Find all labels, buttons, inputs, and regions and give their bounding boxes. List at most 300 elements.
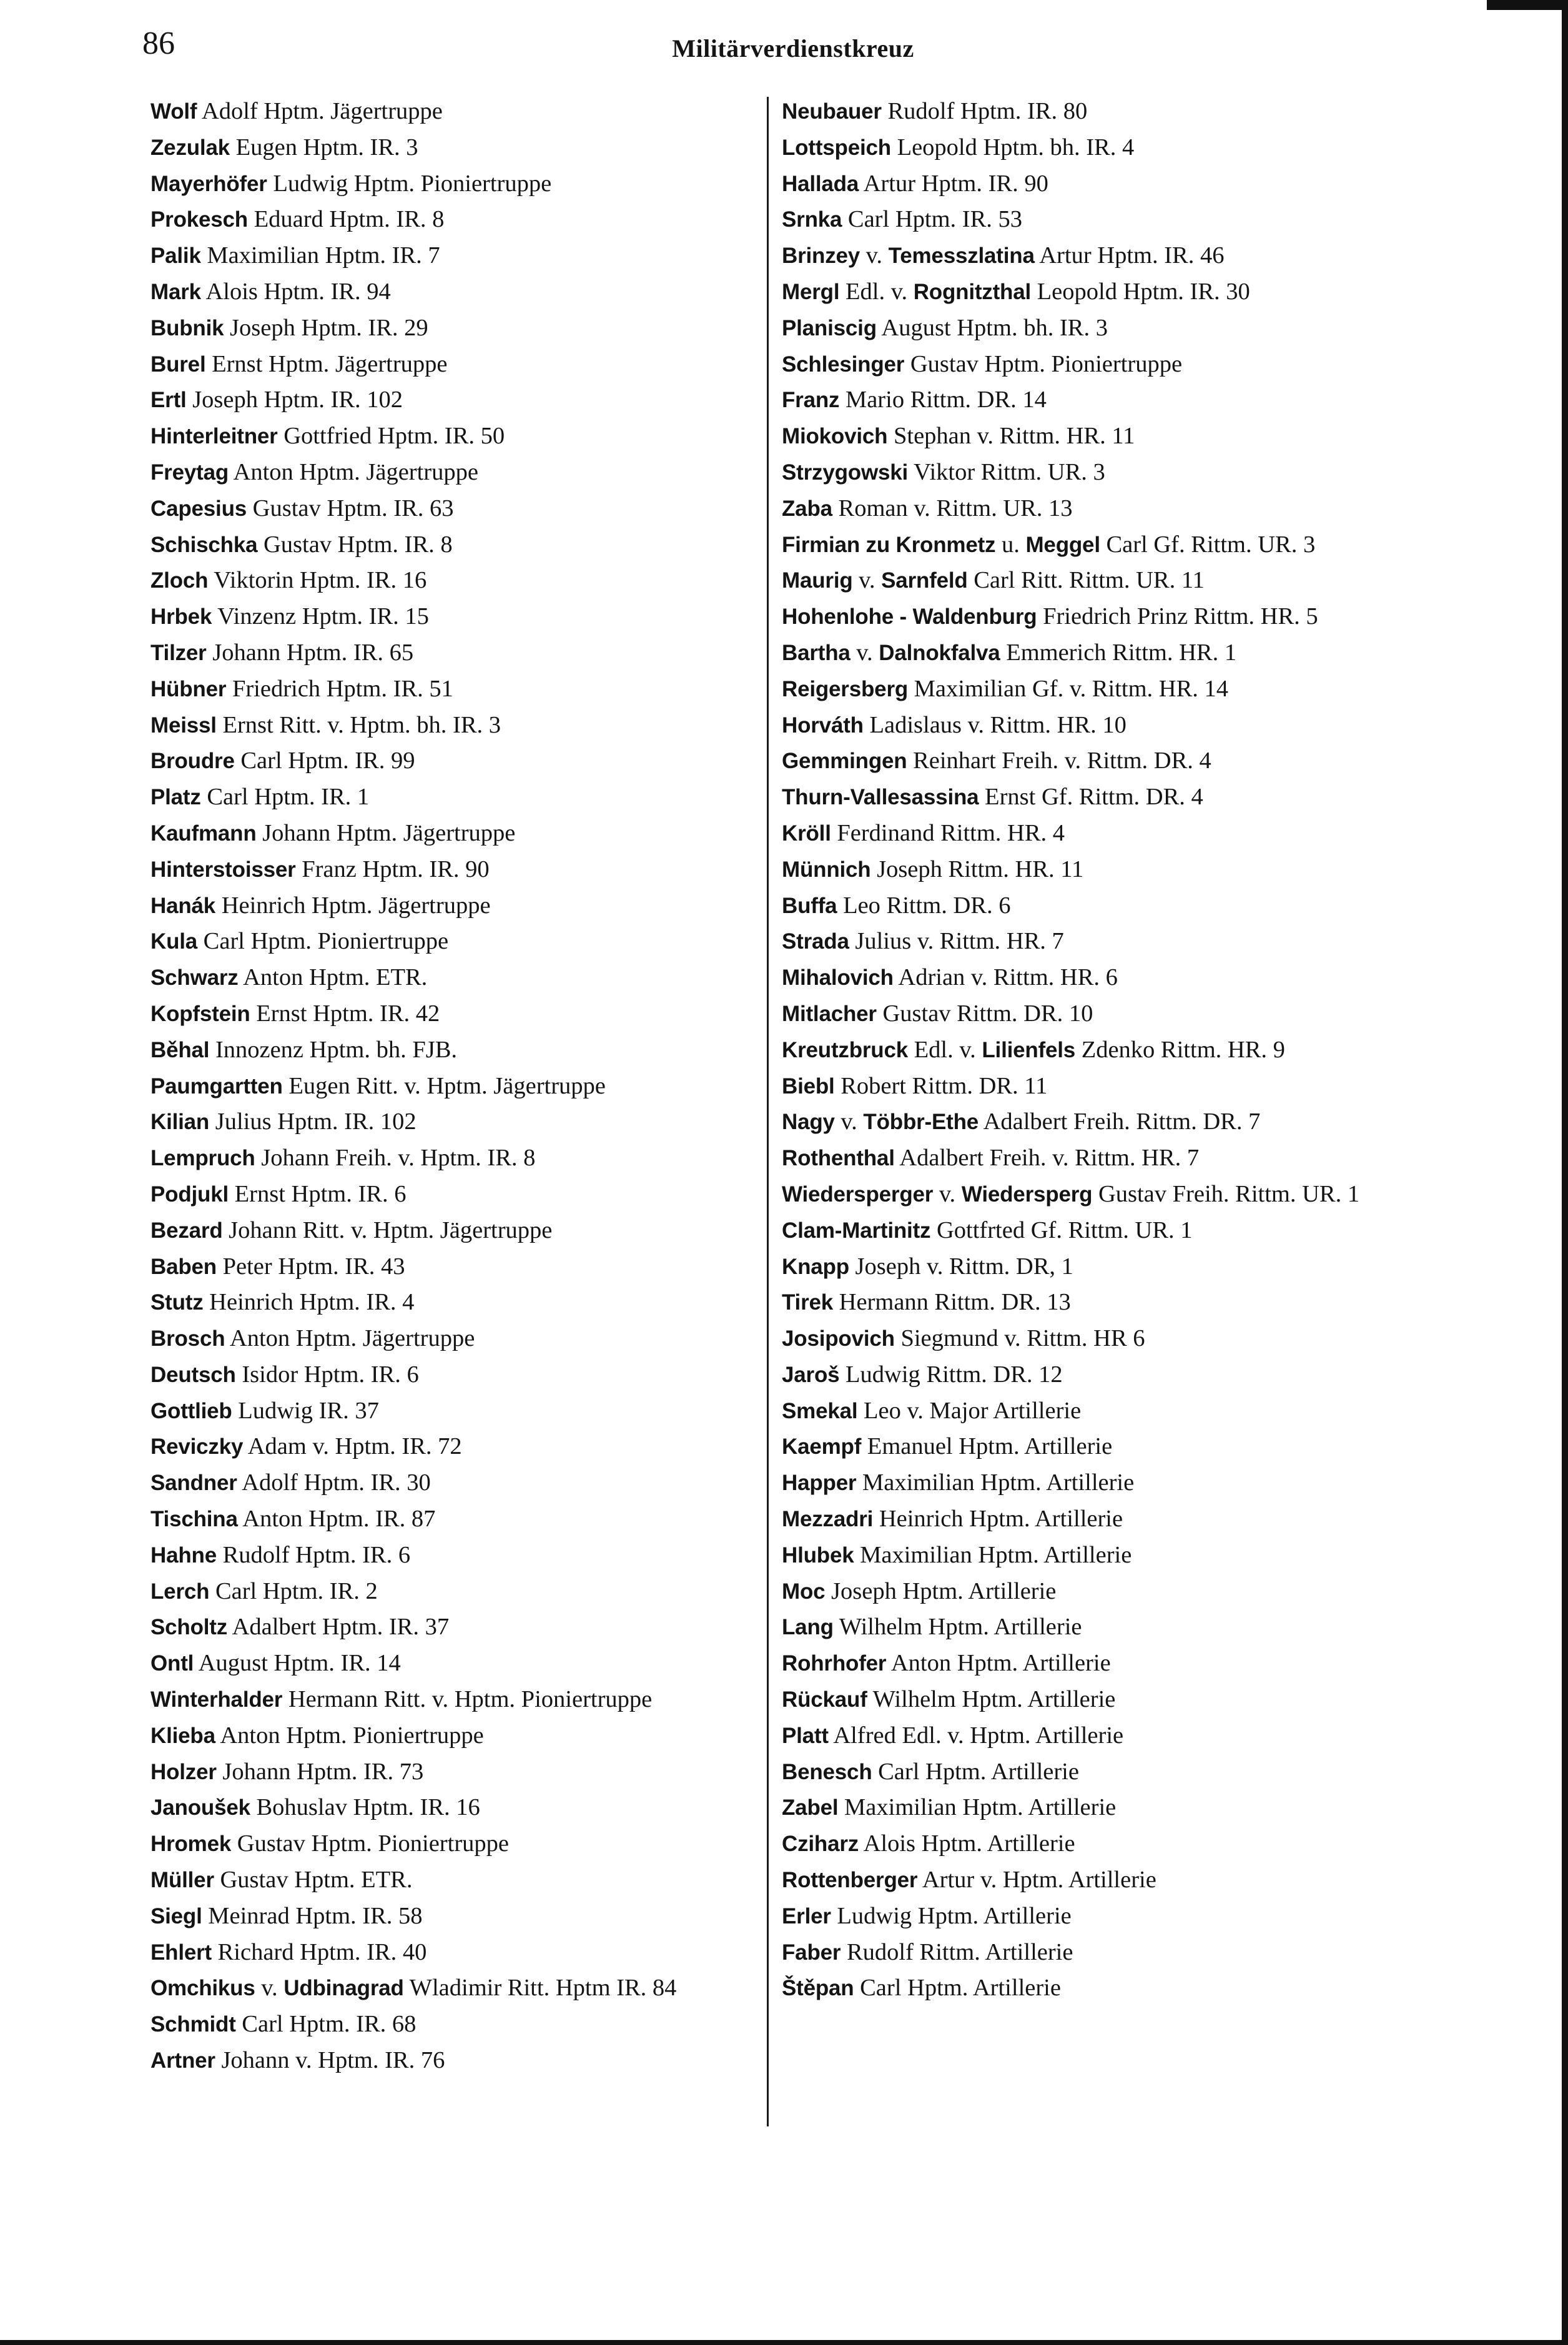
list-item: [782, 1393, 1397, 1429]
rank-unit: Mario Rittm. DR. 14: [845, 387, 1047, 413]
surname: Janoušek: [150, 1795, 250, 1820]
surname: Rottenberger: [782, 1868, 918, 1893]
surname: Knapp: [782, 1254, 849, 1279]
list-item: [150, 1862, 766, 1898]
rank-unit: Gottfrted Gf. Rittm. UR. 1: [936, 1217, 1193, 1243]
surname: Mezzadri: [782, 1507, 874, 1532]
surname: Moc: [782, 1579, 826, 1604]
column-divider: [767, 97, 769, 2126]
surname: Zaba: [782, 496, 832, 521]
surname: Palik: [150, 244, 201, 269]
list-item: [782, 1718, 1397, 1754]
rank-unit: Anton Hptm. IR. 87: [242, 1506, 436, 1533]
surname: Ontl: [150, 1651, 194, 1676]
rank-unit: Johann Hptm. IR. 73: [222, 1758, 424, 1785]
surname: Firmian zu Kronmetz: [782, 532, 996, 557]
rank-unit: Ernst Ritt. v. Hptm. bh. IR. 3: [222, 711, 501, 738]
rank-unit: Johann v. Hptm. IR. 76: [221, 2047, 445, 2074]
rank-unit: Ernst Gf. Rittm. DR. 4: [985, 784, 1203, 811]
rank-unit: Innozenz Hptm. bh. FJB.: [215, 1036, 458, 1063]
surname: Schmidt: [150, 2012, 236, 2037]
name-particle: v.: [865, 242, 883, 269]
surname-predicate: Temesszlatina: [888, 244, 1035, 269]
surname: Kreutzbruck: [782, 1037, 909, 1062]
page-number: 86: [142, 26, 175, 61]
list-item: [782, 1682, 1397, 1718]
list-item: [150, 527, 766, 563]
surname: Planiscig: [782, 315, 877, 340]
left-column: [150, 94, 766, 2079]
list-item: [782, 491, 1397, 527]
list-item: [782, 563, 1397, 599]
surname: Müller: [150, 1868, 214, 1893]
list-item: [150, 418, 766, 455]
list-item: [782, 816, 1397, 852]
rank-unit: Hermann Rittm. DR. 13: [839, 1289, 1071, 1316]
scan-border-right: [1562, 0, 1568, 2345]
surname: Burel: [150, 352, 206, 377]
rank-unit: Alois Hptm. IR. 94: [205, 278, 391, 305]
surname: Paumgartten: [150, 1074, 283, 1098]
scan-border-bottom: [0, 2340, 1568, 2345]
surname: Rohrhofer: [782, 1651, 887, 1676]
rank-unit: Johann Freih. v. Hptm. IR. 8: [261, 1145, 536, 1172]
surname: Platt: [782, 1723, 829, 1748]
list-item: [150, 1321, 766, 1357]
surname: Ertl: [150, 388, 187, 413]
rank-unit: Leo v. Major Artillerie: [864, 1397, 1082, 1424]
rank-unit: Friedrich Prinz Rittm. HR. 5: [1043, 603, 1318, 630]
name-particle: Edl. v.: [845, 278, 908, 305]
list-item: [150, 382, 766, 418]
list-item: [782, 1249, 1397, 1285]
rank-unit: Joseph Hptm. IR. 102: [192, 387, 403, 413]
surname-predicate: Wiedersperg: [961, 1182, 1093, 1207]
surname: Tilzer: [150, 640, 207, 665]
rank-unit: Gustav Freih. Rittm. UR. 1: [1098, 1180, 1360, 1207]
rank-unit: Gustav Rittm. DR. 10: [882, 1000, 1093, 1027]
surname: Podjukl: [150, 1182, 229, 1207]
list-item: [782, 202, 1397, 238]
list-item: [150, 924, 766, 960]
rank-unit: Peter Hptm. IR. 43: [222, 1253, 405, 1280]
rank-unit: Roman v. Rittm. UR. 13: [838, 495, 1073, 521]
rank-unit: Carl Hptm. IR. 68: [242, 2011, 417, 2038]
name-particle: v.: [939, 1180, 956, 1207]
list-item: [782, 1790, 1397, 1826]
rank-unit: Gustav Hptm. Pioniertruppe: [237, 1830, 509, 1857]
list-item: [782, 1285, 1397, 1321]
surname: Artner: [150, 2048, 215, 2073]
rank-unit: Robert Rittm. DR. 11: [841, 1072, 1048, 1099]
rank-unit: Ludwig Hptm. Pioniertruppe: [273, 170, 552, 197]
list-item: [150, 1970, 766, 2007]
rank-unit: Isidor Hptm. IR. 6: [242, 1361, 419, 1388]
list-item: [150, 1935, 766, 1971]
rank-unit: Heinrich Hptm. IR. 4: [209, 1289, 415, 1316]
rank-unit: Maximilian Hptm. Artillerie: [860, 1541, 1132, 1568]
list-item: [782, 166, 1397, 202]
surname-predicate: Meggel: [1025, 532, 1100, 557]
list-item: [150, 1357, 766, 1393]
rank-unit: Heinrich Hptm. Artillerie: [879, 1506, 1123, 1533]
surname: Schlesinger: [782, 352, 905, 377]
list-item: [782, 1754, 1397, 1790]
list-item: [150, 310, 766, 347]
rank-unit: Emmerich Rittm. HR. 1: [1006, 639, 1237, 666]
list-item: [782, 274, 1397, 310]
surname: Hinterleitner: [150, 424, 278, 449]
list-item: [782, 1213, 1397, 1249]
list-item: [150, 708, 766, 744]
surname: Hrbek: [150, 605, 212, 629]
list-item: [150, 1285, 766, 1321]
rank-unit: August Hptm. bh. IR. 3: [881, 314, 1108, 341]
rank-unit: Julius v. Rittm. HR. 7: [855, 928, 1064, 955]
surname: Zezulak: [150, 135, 230, 160]
list-item: [150, 1032, 766, 1069]
rank-unit: Ferdinand Rittm. HR. 4: [837, 819, 1065, 846]
surname: Mergl: [782, 279, 840, 304]
list-item: [782, 888, 1397, 924]
rank-unit: Artur Hptm. IR. 46: [1039, 242, 1225, 269]
surname: Lerch: [150, 1579, 210, 1604]
rank-unit: Adalbert Freih. Rittm. DR. 7: [983, 1108, 1261, 1135]
surname: Lottspeich: [782, 135, 891, 160]
surname: Thurn-Vallesassina: [782, 785, 979, 810]
rank-unit: Carl Hptm. Artillerie: [860, 1975, 1061, 2002]
rank-unit: Ernst Hptm. Jägertruppe: [212, 350, 448, 377]
surname: Reviczky: [150, 1434, 244, 1459]
rank-unit: Leopold Hptm. IR. 30: [1037, 278, 1250, 305]
list-item: [150, 1790, 766, 1826]
surname: Gemmingen: [782, 749, 907, 774]
list-item: [782, 1538, 1397, 1574]
list-item: [150, 779, 766, 816]
rank-unit: Friedrich Hptm. IR. 51: [232, 675, 453, 702]
surname: Sandner: [150, 1471, 237, 1496]
list-item: [150, 94, 766, 130]
surname: Baben: [150, 1254, 217, 1279]
name-particle: Edl. v.: [914, 1036, 976, 1063]
list-item: [782, 1429, 1397, 1465]
list-item: [782, 1357, 1397, 1393]
rank-unit: Carl Ritt. Rittm. UR. 11: [974, 567, 1205, 594]
surname: Kaufmann: [150, 821, 257, 846]
surname-predicate: Rognitzthal: [913, 279, 1032, 304]
surname-predicate: Többr-Ethe: [863, 1110, 979, 1135]
rank-unit: Johann Hptm. Jägertruppe: [262, 819, 516, 846]
list-item: [150, 563, 766, 599]
list-item: [150, 1501, 766, 1538]
list-item: [782, 599, 1397, 635]
rank-unit: Bohuslav Hptm. IR. 16: [256, 1794, 480, 1821]
list-item: [782, 1465, 1397, 1501]
surname: Zloch: [150, 568, 209, 593]
surname: Platz: [150, 785, 201, 810]
surname: Smekal: [782, 1398, 858, 1423]
rank-unit: Johann Hptm. IR. 65: [212, 639, 414, 666]
list-item: [782, 94, 1397, 130]
rank-unit: Carl Hptm. IR. 1: [207, 784, 370, 811]
list-item: [150, 1393, 766, 1429]
list-item: [782, 924, 1397, 960]
surname: Holzer: [150, 1759, 217, 1784]
list-item: [782, 1032, 1397, 1069]
list-item: [150, 599, 766, 635]
list-item: [150, 1898, 766, 1935]
list-item: [782, 1826, 1397, 1862]
rank-unit: Emanuel Hptm. Artillerie: [867, 1433, 1113, 1460]
name-particle: v.: [261, 1975, 278, 2002]
list-item: [150, 347, 766, 383]
surname: Bubnik: [150, 315, 224, 340]
surname: Lang: [782, 1615, 834, 1640]
list-item: [150, 1682, 766, 1718]
list-item: [782, 1140, 1397, 1177]
rank-unit: Maximilian Hptm. IR. 7: [207, 242, 440, 269]
list-item: [150, 743, 766, 779]
surname-predicate: Dalnokfalva: [879, 640, 1000, 665]
surname: Neubauer: [782, 99, 882, 124]
right-column: [782, 94, 1397, 2007]
surname: Bezard: [150, 1218, 223, 1243]
surname: Deutsch: [150, 1362, 236, 1387]
surname: Siegl: [150, 1903, 202, 1928]
surname: Lempruch: [150, 1146, 255, 1171]
surname: Schwarz: [150, 965, 239, 990]
rank-unit: Gottfried Hptm. IR. 50: [284, 423, 505, 450]
surname: Srnka: [782, 207, 842, 232]
rank-unit: Ludwig IR. 37: [238, 1397, 379, 1424]
list-item: [782, 1609, 1397, 1646]
list-item: [782, 779, 1397, 816]
rank-unit: Carl Hptm. IR. 53: [847, 206, 1023, 233]
rank-unit: Carl Gf. Rittm. UR. 3: [1106, 531, 1316, 558]
surname-predicate: Udbinagrad: [284, 1976, 404, 2001]
rank-unit: Anton Hptm. Pioniertruppe: [220, 1722, 484, 1749]
rank-unit: Gustav Hptm. ETR.: [220, 1867, 413, 1893]
surname: Mark: [150, 279, 201, 304]
surname: Strada: [782, 929, 849, 954]
list-item: [782, 455, 1397, 491]
name-particle: v.: [856, 639, 873, 666]
list-item: [782, 671, 1397, 708]
list-item: [782, 743, 1397, 779]
list-item: [782, 1501, 1397, 1538]
surname: Klieba: [150, 1723, 215, 1748]
list-item: [150, 960, 766, 996]
surname: Hanák: [150, 893, 216, 918]
rank-unit: Julius Hptm. IR. 102: [215, 1108, 417, 1135]
surname: Hallada: [782, 171, 859, 196]
list-item: [150, 996, 766, 1032]
running-title: Militärverdienstkreuz: [672, 34, 914, 62]
surname: Schischka: [150, 532, 258, 557]
rank-unit: Anton Hptm. Jägertruppe: [233, 458, 478, 485]
rank-unit: Adolf Hptm. IR. 30: [242, 1469, 431, 1496]
rank-unit: Johann Ritt. v. Hptm. Jägertruppe: [229, 1217, 553, 1243]
list-item: [150, 1538, 766, 1574]
surname: Omchikus: [150, 1976, 255, 2001]
list-item: [150, 888, 766, 924]
surname: Münnich: [782, 857, 871, 882]
surname: Gottlieb: [150, 1398, 232, 1423]
rank-unit: Franz Hptm. IR. 90: [302, 856, 490, 882]
surname: Clam-Martinitz: [782, 1218, 931, 1243]
list-item: [782, 382, 1397, 418]
surname: Zabel: [782, 1795, 839, 1820]
list-item: [150, 238, 766, 274]
list-item: [150, 274, 766, 310]
surname: Tirek: [782, 1290, 834, 1315]
list-item: [782, 1104, 1397, 1140]
rank-unit: Anton Hptm. Jägertruppe: [229, 1325, 475, 1352]
list-item: [782, 852, 1397, 888]
surname: Horváth: [782, 713, 864, 738]
name-particle: v.: [859, 567, 875, 594]
rank-unit: Adrian v. Rittm. HR. 6: [898, 964, 1118, 991]
surname: Hohenlohe - Waldenburg: [782, 605, 1037, 629]
rank-unit: Eugen Hptm. IR. 3: [235, 134, 418, 160]
list-item: [150, 671, 766, 708]
rank-unit: Joseph Rittm. HR. 11: [877, 856, 1084, 882]
list-item: [782, 418, 1397, 455]
rank-unit: Carl Hptm. IR. 2: [215, 1577, 378, 1604]
list-item: [782, 996, 1397, 1032]
rank-unit: Zdenko Rittm. HR. 9: [1081, 1036, 1285, 1063]
list-item: [150, 852, 766, 888]
list-item: [150, 816, 766, 852]
rank-unit: Carl Hptm. Artillerie: [878, 1758, 1079, 1785]
rank-unit: Stephan v. Rittm. HR. 11: [893, 423, 1135, 450]
surname: Capesius: [150, 496, 247, 521]
surname: Strzygowski: [782, 460, 909, 485]
rank-unit: Adam v. Hptm. IR. 72: [247, 1433, 462, 1460]
surname: Jaroš: [782, 1362, 840, 1387]
surname: Kula: [150, 929, 198, 954]
surname: Štěpan: [782, 1976, 854, 2001]
surname: Tischina: [150, 1507, 238, 1532]
surname: Kaempf: [782, 1434, 862, 1459]
rank-unit: Adalbert Hptm. IR. 37: [232, 1614, 450, 1641]
surname: Mihalovich: [782, 965, 894, 990]
list-item: [150, 202, 766, 238]
rank-unit: Anton Hptm. Artillerie: [890, 1650, 1111, 1677]
list-item: [150, 1826, 766, 1862]
rank-unit: Heinrich Hptm. Jägertruppe: [221, 892, 491, 919]
scan-border-top: [1487, 0, 1568, 10]
rank-unit: Ludwig Rittm. DR. 12: [846, 1361, 1063, 1388]
surname: Hinterstoisser: [150, 857, 296, 882]
list-item: [150, 1177, 766, 1213]
surname: Winterhalder: [150, 1687, 283, 1712]
list-item: [782, 1862, 1397, 1898]
surname: Prokesch: [150, 207, 248, 232]
list-item: [150, 2043, 766, 2079]
surname: Kröll: [782, 821, 831, 846]
surname: Maurig: [782, 568, 853, 593]
list-item: [150, 491, 766, 527]
rank-unit: Anton Hptm. ETR.: [243, 964, 428, 991]
rank-unit: Hermann Ritt. v. Hptm. Pioniertruppe: [288, 1686, 653, 1713]
list-item: [782, 1321, 1397, 1357]
surname: Franz: [782, 388, 840, 413]
rank-unit: Gustav Hptm. IR. 63: [252, 495, 454, 521]
list-item: [150, 635, 766, 671]
surname: Faber: [782, 1940, 841, 1965]
list-item: [150, 1609, 766, 1646]
surname: Hlubek: [782, 1543, 854, 1567]
rank-unit: Leo Rittm. DR. 6: [843, 892, 1011, 919]
list-item: [150, 130, 766, 166]
rank-unit: Leopold Hptm. bh. IR. 4: [897, 134, 1135, 160]
rank-unit: Viktorin Hptm. IR. 16: [214, 567, 427, 594]
surname-predicate: Lilienfels: [982, 1037, 1076, 1062]
list-item: [782, 708, 1397, 744]
list-item: [782, 130, 1397, 166]
surname: Biebl: [782, 1074, 835, 1098]
list-item: [150, 2007, 766, 2043]
rank-unit: Richard Hptm. IR. 40: [217, 1938, 427, 1965]
surname: Hahne: [150, 1543, 217, 1567]
rank-unit: Adolf Hptm. Jägertruppe: [201, 98, 443, 124]
rank-unit: Rudolf Hptm. IR. 6: [222, 1541, 411, 1568]
surname: Cziharz: [782, 1832, 859, 1857]
rank-unit: Gustav Hptm. Pioniertruppe: [910, 350, 1183, 377]
rank-unit: Joseph v. Rittm. DR, 1: [855, 1253, 1073, 1280]
rank-unit: Wilhelm Hptm. Artillerie: [839, 1614, 1082, 1641]
name-particle: v.: [841, 1108, 857, 1135]
surname: Mitlacher: [782, 1001, 877, 1026]
surname: Wiedersperger: [782, 1182, 934, 1207]
surname: Rückauf: [782, 1687, 867, 1712]
surname: Bartha: [782, 640, 851, 665]
rank-unit: Maximilian Hptm. Artillerie: [844, 1794, 1117, 1821]
surname: Kilian: [150, 1110, 210, 1135]
surname: Miokovich: [782, 424, 888, 449]
list-item: [150, 1646, 766, 1682]
list-item: [150, 1069, 766, 1105]
surname: Wolf: [150, 99, 197, 124]
list-item: [782, 960, 1397, 996]
list-item: [150, 166, 766, 202]
list-item: [782, 1935, 1397, 1971]
list-item: [782, 635, 1397, 671]
surname: Běhal: [150, 1037, 210, 1062]
surname: Brinzey: [782, 244, 860, 269]
rank-unit: Reinhart Freih. v. Rittm. DR. 4: [913, 748, 1211, 774]
rank-unit: Ernst Hptm. IR. 42: [256, 1000, 440, 1027]
list-item: [150, 1140, 766, 1177]
rank-unit: Gustav Hptm. IR. 8: [263, 531, 453, 558]
surname: Mayerhöfer: [150, 171, 267, 196]
list-item: [150, 1213, 766, 1249]
rank-unit: Ernst Hptm. IR. 6: [234, 1180, 407, 1207]
rank-unit: Wilhelm Hptm. Artillerie: [872, 1686, 1116, 1713]
surname: Scholtz: [150, 1615, 228, 1640]
surname-predicate: Sarnfeld: [881, 568, 968, 593]
rank-unit: Meinrad Hptm. IR. 58: [208, 1902, 423, 1929]
surname: Reigersberg: [782, 676, 909, 701]
list-item: [782, 238, 1397, 274]
list-item: [150, 1249, 766, 1285]
rank-unit: August Hptm. IR. 14: [198, 1650, 401, 1677]
list-item: [150, 455, 766, 491]
surname: Rothenthal: [782, 1146, 895, 1171]
rank-unit: Artur Hptm. IR. 90: [863, 170, 1048, 197]
surname: Broudre: [150, 749, 235, 774]
